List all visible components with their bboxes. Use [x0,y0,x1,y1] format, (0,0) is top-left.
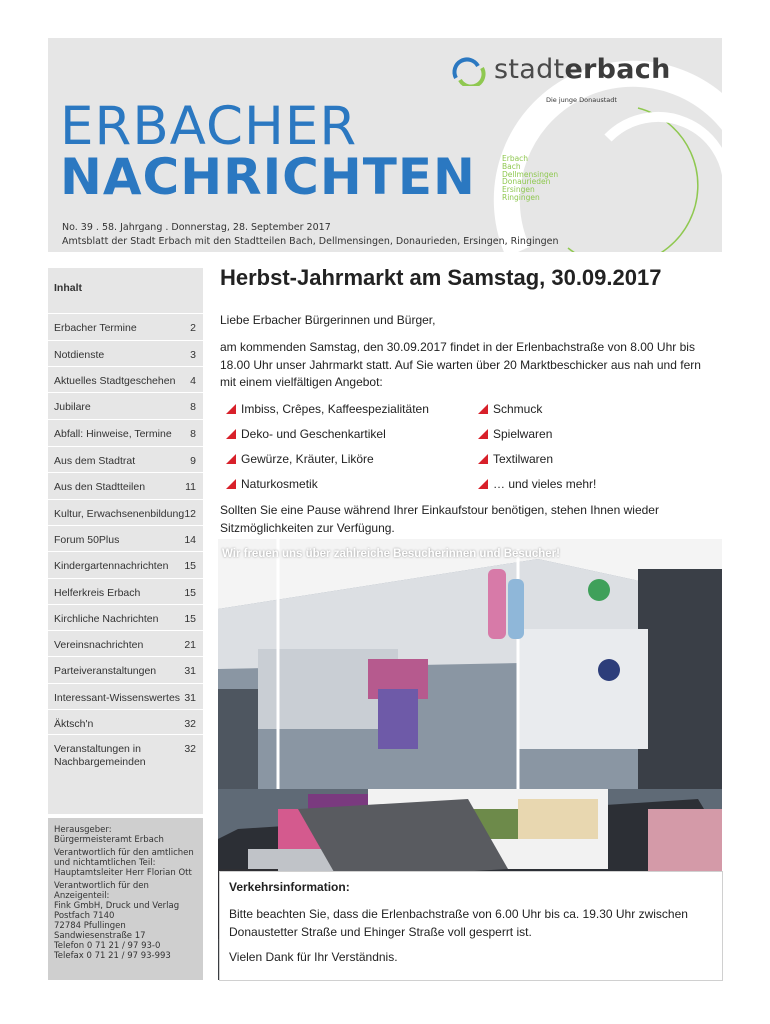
district-list [502,155,558,202]
toc-entry [48,313,203,334]
toc-entry [48,709,203,730]
toc-entry-page: 2 [190,322,196,334]
toc-entry-label: Veranstaltungen in Nachbargemeinden [54,743,146,768]
district-name: Ersingen [502,185,535,195]
toc-entry-label: Kultur, Erwachsenenbildung [54,508,185,520]
toc-entry [48,551,203,572]
red-triangle-bullet-icon [226,479,236,489]
district-name: Donaurieden [502,177,551,187]
red-triangle-bullet-icon [478,429,488,439]
toc-entry-page: 9 [190,455,196,467]
red-triangle-bullet-icon [478,454,488,464]
red-triangle-bullet-icon [478,404,488,414]
toc-entry-page: 11 [185,481,196,493]
imprint-responsible-ads: Verantwortlich für den Anzeigenteil: Fink GmbH, Druck und Verlag Postfach 7140 72784 Pfullingen Sandwiesenstraße 17 Telefon 0 71 21 / 97 93-0 Telefax 0 71 21 / 97 93-993 [54,881,180,961]
masthead-title-line2: NACHRICHTEN [60,148,476,206]
toc-entry-page: 8 [190,428,196,440]
article-headline: Herbst-Jahrmarkt am Samstag, 30.09.2017 [220,265,662,290]
toc-entry-label: Aus dem Stadtrat [54,455,136,467]
toc-entry [48,366,203,387]
masthead-title-line1: ERBACHER [60,96,358,157]
toc-entry-page: 12 [184,508,196,520]
traffic-info-box [219,871,723,981]
toc-entry-label: Jubilare [54,401,91,413]
table-of-contents [48,268,203,814]
district-name: Ringingen [502,192,540,202]
issue-info: No. 39 . 58. Jahrgang . Donnerstag, 28. September 2017 [62,222,331,233]
toc-entry-label: Notdienste [54,349,105,361]
logo-wordmark: stadterbach [494,54,671,85]
toc-entry [48,656,203,677]
district-name: Bach [502,161,521,171]
toc-entry-page: 32 [184,718,196,730]
toc-entry [48,734,203,768]
toc-entry-label: Kirchliche Nachrichten [54,613,159,625]
article-greeting: Liebe Erbacher Bürgerinnen und Bürger, [220,313,436,327]
toc-entry [48,630,203,651]
toc-entry-page: 8 [190,401,196,413]
toc-entry [48,340,203,361]
masthead [48,38,722,252]
toc-entry-page: 14 [184,534,196,546]
toc-entry-page: 15 [184,560,196,572]
stadterbach-logo [450,52,671,104]
toc-entry-label: Vereinsnachrichten [54,639,144,651]
traffic-info-heading: Verkehrsinformation: [229,880,350,894]
toc-entry-page: 15 [184,613,196,625]
red-triangle-bullet-icon [478,479,488,489]
offer-item: Schmuck [478,402,542,416]
district-name: Erbach [502,154,529,163]
red-triangle-bullet-icon [226,454,236,464]
offer-item: Imbiss, Crêpes, Kaffeespezialitäten [226,402,429,416]
red-triangle-bullet-icon [226,429,236,439]
offer-item: Spielwaren [478,427,552,441]
photo-caption: Wir freuen uns über zahlreiche Besucherinnen und Besucher! [222,548,560,560]
toc-entry-label: Interessant-Wissenswertes [54,692,181,704]
toc-entry [48,419,203,440]
toc-entry-page: 15 [184,587,196,599]
offer-item: Textilwaren [478,452,553,466]
toc-entry [48,525,203,546]
toc-entry-label: Forum 50Plus [54,534,120,546]
toc-entry [48,446,203,467]
logo-swoosh-icon [450,56,488,86]
toc-entry-page: 32 [184,743,196,755]
toc-heading: Inhalt [54,282,82,294]
toc-entry-label: Parteiveranstaltungen [54,665,157,677]
toc-entry [48,499,203,520]
traffic-info-text: Bitte beachten Sie, dass die Erlenbachstraße von 6.00 Uhr bis ca. 19.30 Uhr zwischen Donaustetter Straße und Ehinger Straße voll gesperrt ist. [229,907,688,939]
toc-entry [48,683,203,704]
toc-entry-page: 31 [184,692,196,704]
toc-entry-page: 3 [190,349,196,361]
toc-entry [48,578,203,599]
toc-entry [48,472,203,493]
toc-entry-label: Erbacher Termine [54,322,137,334]
offer-item: Gewürze, Kräuter, Liköre [226,452,374,466]
traffic-info-thanks: Vielen Dank für Ihr Verständnis. [229,950,398,964]
toc-entry-label: Aus den Stadtteilen [54,481,146,493]
offer-item: … und vieles mehr! [478,477,596,491]
toc-entry-label: Kindergartennachrichten [54,560,169,572]
offer-item: Deko- und Geschenkartikel [226,427,386,441]
toc-entry [48,604,203,625]
official-gazette-line: Amtsblatt der Stadt Erbach mit den Stadtteilen Bach, Dellmensingen, Donaurieden, Ersingen, Ringingen [62,236,559,247]
article-pause-text: Sollten Sie eine Pause während Ihrer Einkaufstour benötigen, stehen Ihnen wieder Sitzmöglichkeiten zur Verfügung. [220,503,659,535]
district-name: Dellmensingen [502,169,559,179]
toc-entry-label: Helferkreis Erbach [54,587,141,599]
toc-entry [48,392,203,413]
toc-entry-label: Aktuelles Stadtgeschehen [54,375,176,387]
toc-entry-label: Abfall: Hinweise, Termine [54,428,172,440]
imprint [48,818,203,980]
toc-entry-page: 4 [190,375,196,387]
red-triangle-bullet-icon [226,404,236,414]
article-intro: am kommenden Samstag, den 30.09.2017 findet in der Erlenbachstraße von 8.00 Uhr bis 18.00 Uhr unser Jahrmarkt statt. Auf Sie warten über 20 Marktbeschicker aus nah und fern mit einem vielfältigen Angebot: [220,340,701,389]
offer-item: Naturkosmetik [226,477,318,491]
logo-tagline: Die junge Donaustadt [546,96,617,104]
toc-entry-label: Äktsch'n [54,718,94,730]
imprint-publisher: Herausgeber: Bürgermeisteramt Erbach [54,825,164,845]
toc-entry-page: 21 [184,639,196,651]
offer-list [226,402,720,502]
imprint-responsible-editorial: Verantwortlich für den amtlichen und nichtamtlichen Teil: Hauptamtsleiter Herr Florian Ott [54,848,194,878]
toc-entry-page: 31 [184,665,196,677]
